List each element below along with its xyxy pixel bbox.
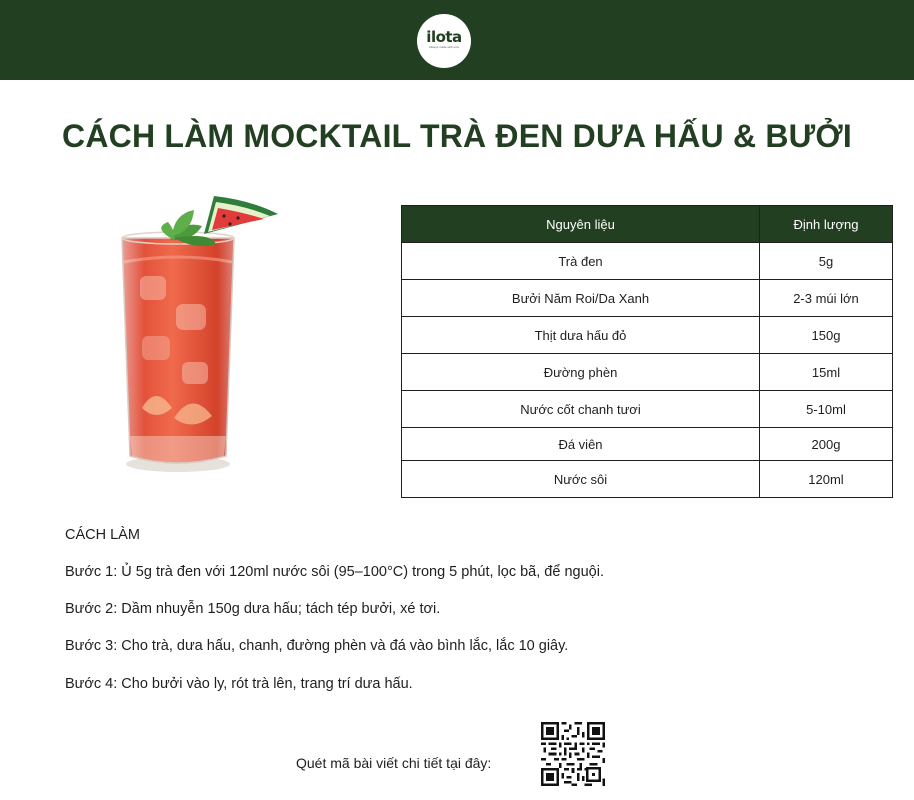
- ingredient-name: Đường phèn: [402, 354, 760, 391]
- ingredient-amount: 15ml: [760, 354, 893, 391]
- table-row: [402, 354, 893, 391]
- table-row: [402, 243, 893, 280]
- page-title: CÁCH LÀM MOCKTAIL TRÀ ĐEN DƯA HẤU & BƯỞI: [62, 118, 852, 154]
- ingredient-amount: 200g: [760, 428, 893, 461]
- column-header-quantity: Định lượng: [760, 206, 893, 243]
- method-step: Bước 3: Cho trà, dưa hấu, chanh, đường phèn và đá vào bình lắc, lắc 10 giây.: [65, 638, 569, 654]
- qr-code[interactable]: [541, 722, 605, 786]
- ingredient-name: Bưởi Năm Roi/Da Xanh: [402, 280, 760, 317]
- column-header-ingredient: Nguyên liệu: [402, 206, 760, 243]
- ingredients-table: [401, 205, 893, 498]
- method-heading: CÁCH LÀM: [65, 527, 140, 543]
- table-row: [402, 280, 893, 317]
- table-row: [402, 391, 893, 428]
- brand-logo[interactable]: [417, 14, 471, 68]
- method-step: Bước 4: Cho bưởi vào ly, rót trà lên, trang trí dưa hấu.: [65, 676, 413, 692]
- ingredient-amount: 120ml: [760, 461, 893, 498]
- ingredient-name: Đá viên: [402, 428, 760, 461]
- logo-tagline: Always made with love: [428, 45, 460, 49]
- table-row: [402, 461, 893, 498]
- ingredient-amount: 2-3 múi lớn: [760, 280, 893, 317]
- method-step: Bước 2: Dầm nhuyễn 150g dưa hấu; tách tép bưởi, xé tơi.: [65, 601, 441, 617]
- table-header-row: [402, 206, 893, 243]
- ingredient-amount: 5-10ml: [760, 391, 893, 428]
- qr-label: Quét mã bài viết chi tiết tại đây:: [296, 755, 492, 771]
- ingredient-name: Trà đen: [402, 243, 760, 280]
- ingredient-name: Nước sôi: [402, 461, 760, 498]
- table-row: [402, 428, 893, 461]
- logo-wordmark: ilota: [426, 28, 462, 46]
- drink-image: [112, 186, 292, 486]
- ingredient-name: Nước cốt chanh tươi: [402, 391, 760, 428]
- ingredient-amount: 5g: [760, 243, 893, 280]
- header-bar: [0, 0, 914, 80]
- table-row: [402, 317, 893, 354]
- ingredient-name: Thịt dưa hấu đỏ: [402, 317, 760, 354]
- ingredient-amount: 150g: [760, 317, 893, 354]
- method-step: Bước 1: Ủ 5g trà đen với 120ml nước sôi (95–100°C) trong 5 phút, lọc bã, để nguội.: [65, 564, 604, 580]
